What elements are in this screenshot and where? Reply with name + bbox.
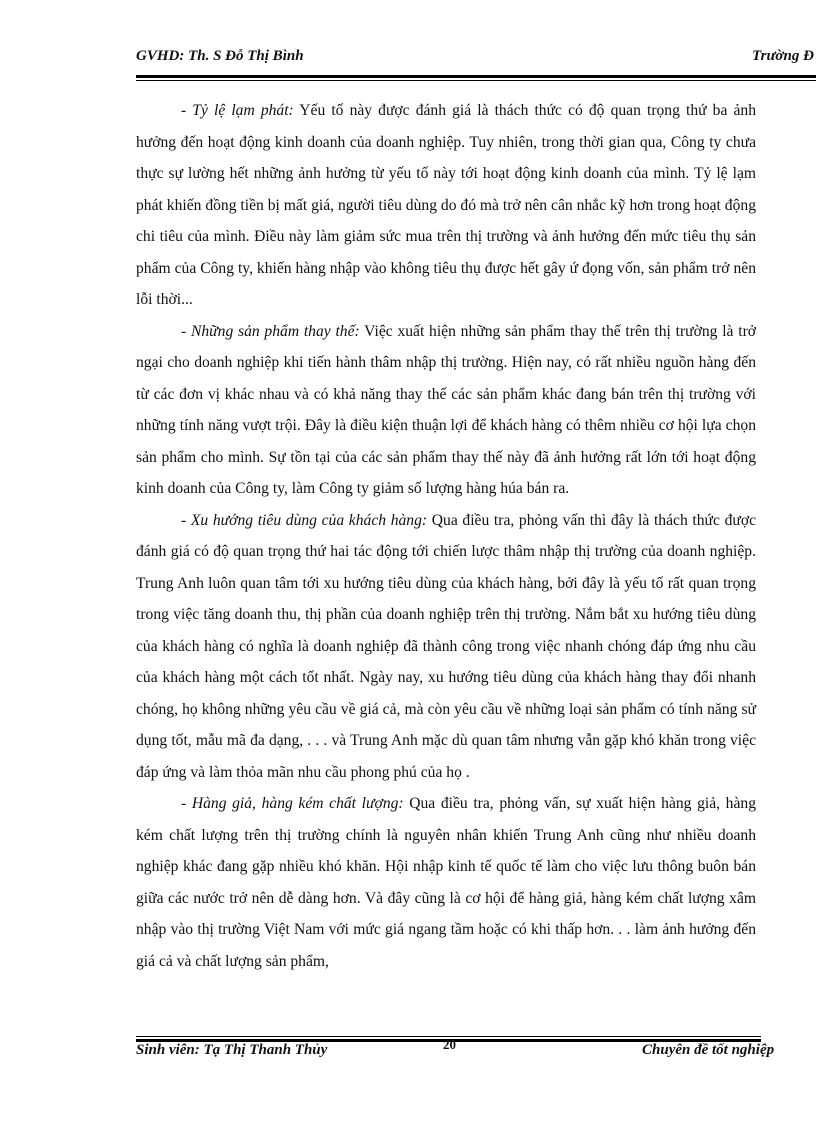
body-text <box>136 95 756 977</box>
page-number: 20 <box>443 1037 456 1052</box>
paragraph-substitutes: - Những sản phẩm thay thế: Việc xuất hiện những sản phẩm thay thế trên thị trường là trở ngại cho doanh nghiệp khi tiến hành thâm nhập thị trường. Hiện nay, có rất nhiều nguồn hàng đến từ các đơn vị khác nhau và có khả năng thay thế các sản phẩm khác đang bán trên thị trường với những tính năng vượt trội. Đây là điều kiện thuận lợi để khách hàng có thêm nhiều cơ hội lựa chọn sản phẩm cho mình. Sự tồn tại của các sản phẩm thay thế này đã ảnh hưởng rất lớn tới hoạt động kinh doanh của Công ty, làm Công ty giảm số lượng hàng húa bán ra. <box>136 322 757 497</box>
paragraph-text: Việc xuất hiện những sản phẩm thay thế trên thị trường là trở ngại cho doanh nghiệp khi tiến hành thâm nhập thị trường. Hiện nay, có rất nhiều nguồn hàng đến từ các đơn vị khác nhau và có khả năng thay thế các sản phẩm khác đang bán trên thị trường với những tính năng vượt trội. Đây là điều kiện thuận lợi để khách hàng có thêm nhiều cơ hội lựa chọn sản phẩm cho mình. Sự tồn tại của các sản phẩm thay thế này đã ảnh hưởng rất lớn tới hoạt động kinh doanh của Công ty, làm Công ty giảm số lượng hàng húa bán ra. <box>136 322 757 497</box>
header-school: Trường Đ <box>752 48 814 64</box>
paragraph-text: Qua điều tra, phỏng vấn, sự xuất hiện hàng giả, hàng kém chất lượng trên thị trường chính là nguyên nhân khiến Trung Anh cũng như nhiều doanh nghiệp khác đang gặp nhiều khó khăn. Hội nhập kinh tế quốc tế làm cho việc lưu thông buôn bán giữa các nước trở nên dễ dàng hơn. Và đây cũng là cơ hội để hàng giả, hàng kém chất lượng xâm nhập vào thị trường Việt Nam với mức giá ngang tầm hoặc có khi thấp hơn. . . làm ảnh hưởng đến giá cả và chất lượng sản phẩm, <box>136 795 756 970</box>
paragraph-text: Qua điều tra, phỏng vấn thì đây là thách thức được đánh giá có độ quan trọng thứ hai tác động tới chiến lược thâm nhập thị trường của doanh nghiệp. Trung Anh luôn quan tâm tới xu hướng tiêu dùng của khách hàng, bởi đây là yếu tố rất quan trọng trong việc tăng doanh thu, thị phần của doanh nghiệp trên thị trường. Nắm bắt xu hướng tiêu dùng của khách hàng có nghĩa là doanh nghiệp đã thành công trong việc nhanh chóng đáp ứng nhu cầu của khách hàng một cách tốt nhất. Ngày nay, xu hướng tiêu dùng của khách hàng thay đổi nhanh chóng, họ không những yêu cầu về giá cả, mà còn yêu cầu về những loại sản phẩm có tính năng sử dụng tốt, mẫu mã đa dạng, . . . và Trung Anh mặc dù quan tâm nhưng vẫn gặp khó khăn trong việc đáp ứng và làm thỏa mãn nhu cầu phong phú của họ . <box>136 511 756 781</box>
paragraph-text: Yếu tố này được đánh giá là thách thức có độ quan trọng thứ ba ảnh hưởng đến hoạt động kinh doanh của doanh nghiệp. Tuy nhiên, trong thời gian qua, Công ty chưa thực sự lường hết những ảnh hưởng từ yếu tố này tới hoạt động kinh doanh của mình. Tỷ lệ lạm phát khiến đồng tiền bị mất giá, người tiêu dùng do đó mà trở nên cân nhắc kỹ hơn trong hoạt động chi tiêu của mình. Điều này làm giảm sức mua trên thị trường và ảnh hưởng đến mức tiêu thụ sản phẩm của Công ty, khiến hàng nhập vào không tiêu thụ được hết gây ứ đọng vốn, sản phẩm trở nên lỗi thời... <box>136 102 757 308</box>
page-header <box>136 48 816 70</box>
paragraph-lead: Tỷ lệ lạm phát: <box>192 102 294 119</box>
paragraph-counterfeit: - Hàng giả, hàng kém chất lượng: Qua điều tra, phỏng vấn, sự xuất hiện hàng giả, hàng kém chất lượng trên thị trường chính là nguyên nhân khiến Trung Anh cũng như nhiều doanh nghiệp khác đang gặp nhiều khó khăn. Hội nhập kinh tế quốc tế làm cho việc lưu thông buôn bán giữa các nước trở nên dễ dàng hơn. Và đây cũng là cơ hội để hàng giả, hàng kém chất lượng xâm nhập vào thị trường Việt Nam với mức giá ngang tầm hoặc có khi thấp hơn. . . làm ảnh hưởng đến giá cả và chất lượng sản phẩm, <box>136 795 756 970</box>
paragraph-lead: Xu hướng tiêu dùng của khách hàng: <box>190 511 428 529</box>
paragraph-consumer-trends: - Xu hướng tiêu dùng của khách hàng: Qua điều tra, phỏng vấn thì đây là thách thức được đánh giá có độ quan trọng thứ hai tác động tới chiến lược thâm nhập thị trường của doanh nghiệp. Trung Anh luôn quan tâm tới xu hướng tiêu dùng của khách hàng, bởi đây là yếu tố rất quan trọng trong việc tăng doanh thu, thị phần của doanh nghiệp trên thị trường. Nắm bắt xu hướng tiêu dùng của khách hàng có nghĩa là doanh nghiệp đã thành công trong việc nhanh chóng đáp ứng nhu cầu của khách hàng một cách tốt nhất. Ngày nay, xu hướng tiêu dùng của khách hàng thay đổi nhanh chóng, họ không những yêu cầu về giá cả, mà còn yêu cầu về những loại sản phẩm có tính năng sử dụng tốt, mẫu mã đa dạng, . . . và Trung Anh mặc dù quan tâm nhưng vẫn gặp khó khăn trong việc đáp ứng và làm thỏa mãn nhu cầu phong phú của họ . <box>136 511 756 781</box>
header-rule-thin <box>136 80 816 81</box>
paragraph-inflation: - Tỷ lệ lạm phát: Yếu tố này được đánh giá là thách thức có độ quan trọng thứ ba ảnh hưởng đến hoạt động kinh doanh của doanh nghiệp. Tuy nhiên, trong thời gian qua, Công ty chưa thực sự lường hết những ảnh hưởng từ yếu tố này tới hoạt động kinh doanh của mình. Tỷ lệ lạm phát khiến đồng tiền bị mất giá, người tiêu dùng do đó mà trở nên cân nhắc kỹ hơn trong hoạt động chi tiêu của mình. Điều này làm giảm sức mua trên thị trường và ảnh hưởng đến mức tiêu thụ sản phẩm của Công ty, khiến hàng nhập vào không tiêu thụ được hết gây ứ đọng vốn, sản phẩm trở nên lỗi thời... <box>136 102 757 308</box>
paragraph-lead: Những sản phẩm thay thế: <box>190 322 360 340</box>
paragraph-lead: Hàng giả, hàng kém chất lượng: <box>191 795 404 812</box>
header-supervisor: GVHD: Th. S Đỗ Thị Bình <box>136 48 304 64</box>
header-rule-thick <box>136 75 816 78</box>
footer-student: Sinh viên: Tạ Thị Thanh Thủy <box>136 1042 328 1058</box>
footer-thesis-title: Chuyên đề tốt nghiệp <box>642 1042 775 1058</box>
